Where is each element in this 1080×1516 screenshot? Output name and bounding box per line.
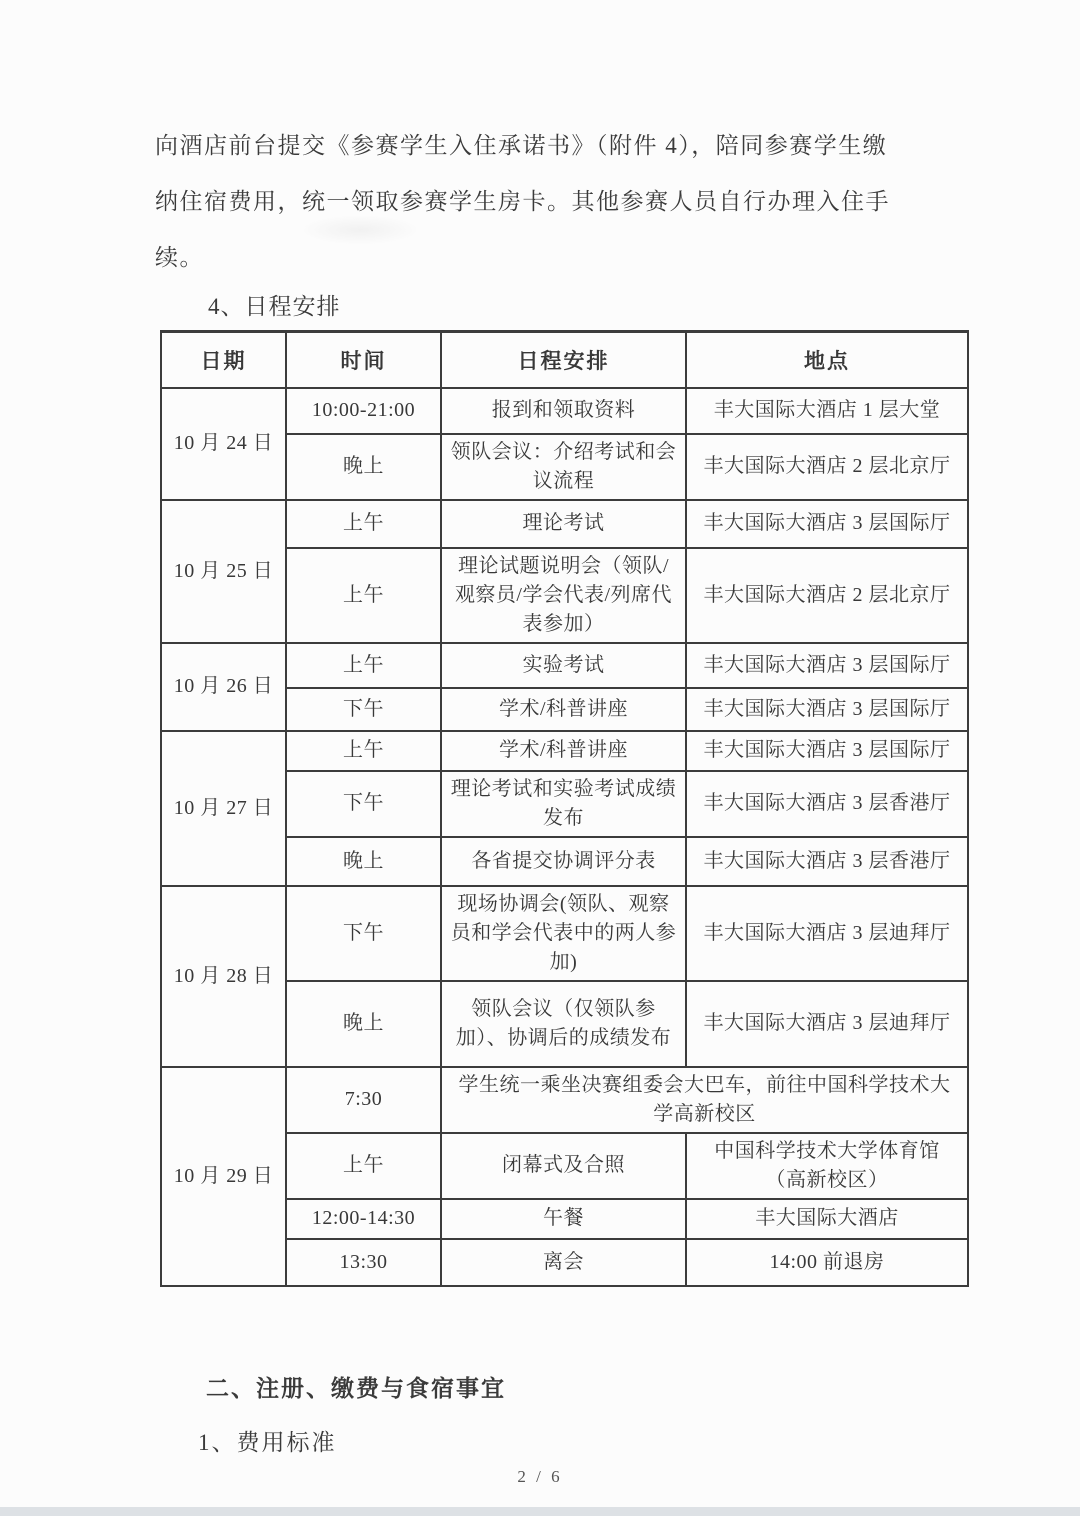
schedule-cell: 理论考试: [441, 500, 686, 548]
scan-edge: [0, 1507, 1080, 1516]
intro-line: 向酒店前台提交《参赛学生入住承诺书》（附件 4），陪同参赛学生缴: [155, 133, 888, 158]
date-cell: 10 月 29 日: [161, 1067, 286, 1286]
time-cell: 上午: [286, 731, 441, 771]
time-cell: 上午: [286, 643, 441, 688]
location-cell: 丰大国际大酒店 3 层国际厅: [686, 731, 968, 771]
schedule-table: [160, 330, 969, 1287]
fee-subsection-heading: 1、费用标准: [198, 1429, 337, 1455]
time-cell: 晚上: [286, 981, 441, 1067]
time-cell: 下午: [286, 688, 441, 731]
location-cell: 丰大国际大酒店 2 层北京厅: [686, 434, 968, 500]
intro-line: 续。: [155, 245, 204, 270]
time-cell: 上午: [286, 548, 441, 643]
schedule-cell: 离会: [441, 1239, 686, 1286]
location-cell: 丰大国际大酒店 3 层迪拜厅: [686, 981, 968, 1067]
location-cell: 丰大国际大酒店 2 层北京厅: [686, 548, 968, 643]
date-cell: 10 月 26 日: [161, 643, 286, 731]
schedule-cell: 理论考试和实验考试成绩发布: [441, 771, 686, 837]
date-cell: 10 月 24 日: [161, 388, 286, 500]
column-header-time: 时间: [286, 332, 441, 388]
table-row: [161, 643, 968, 688]
time-cell: 上午: [286, 1133, 441, 1199]
schedule-cell: 现场协调会(领队、观察员和学会代表中的两人参加): [441, 886, 686, 981]
registration-section-heading: 二、注册、缴费与食宿事宜: [206, 1375, 506, 1401]
time-cell: 上午: [286, 500, 441, 548]
time-cell: 10:00-21:00: [286, 388, 441, 434]
date-cell: 10 月 25 日: [161, 500, 286, 643]
time-cell: 12:00-14:30: [286, 1199, 441, 1239]
column-header-schedule: 日程安排: [441, 332, 686, 388]
location-cell: 丰大国际大酒店 3 层迪拜厅: [686, 886, 968, 981]
time-cell: 13:30: [286, 1239, 441, 1286]
schedule-section-heading: 4、日程安排: [208, 294, 341, 319]
scan-artifact: [300, 215, 420, 245]
column-header-date: 日期: [161, 332, 286, 388]
schedule-cell: 各省提交协调评分表: [441, 837, 686, 886]
schedule-cell: 闭幕式及合照: [441, 1133, 686, 1199]
location-cell: 丰大国际大酒店 3 层香港厅: [686, 837, 968, 886]
location-cell: 丰大国际大酒店 3 层国际厅: [686, 500, 968, 548]
table-row: [161, 388, 968, 434]
intro-line: 纳住宿费用，统一领取参赛学生房卡。其他参赛人员自行办理入住手: [155, 189, 890, 214]
location-cell: 丰大国际大酒店 1 层大堂: [686, 388, 968, 434]
table-header-row: [161, 332, 968, 388]
table-row: [161, 731, 968, 771]
date-cell: 10 月 28 日: [161, 886, 286, 1067]
time-cell: 下午: [286, 886, 441, 981]
time-cell: 晚上: [286, 837, 441, 886]
column-header-location: 地点: [686, 332, 968, 388]
schedule-cell: 领队会议（仅领队参加）、协调后的成绩发布: [441, 981, 686, 1067]
schedule-cell: 学术/科普讲座: [441, 688, 686, 731]
schedule-cell: 午餐: [441, 1199, 686, 1239]
schedule-cell-merged: 学生统一乘坐决赛组委会大巴车，前往中国科学技术大学高新校区: [441, 1067, 968, 1133]
location-cell: 丰大国际大酒店 3 层香港厅: [686, 771, 968, 837]
location-cell: 丰大国际大酒店 3 层国际厅: [686, 688, 968, 731]
schedule-cell: 实验考试: [441, 643, 686, 688]
schedule-cell: 学术/科普讲座: [441, 731, 686, 771]
location-cell: 14:00 前退房: [686, 1239, 968, 1286]
location-cell: 丰大国际大酒店 3 层国际厅: [686, 643, 968, 688]
table-row: [161, 886, 968, 981]
location-cell: 中国科学技术大学体育馆（高新校区）: [686, 1133, 968, 1199]
table-row: [161, 500, 968, 548]
date-cell: 10 月 27 日: [161, 731, 286, 886]
table-row: [161, 1067, 968, 1133]
schedule-cell: 理论试题说明会（领队/观察员/学会代表/列席代表参加）: [441, 548, 686, 643]
time-cell: 下午: [286, 771, 441, 837]
page-number: 2 / 6: [517, 1466, 563, 1486]
time-cell: 7:30: [286, 1067, 441, 1133]
schedule-cell: 领队会议：介绍考试和会议流程: [441, 434, 686, 500]
intro-paragraph: [155, 118, 935, 286]
schedule-cell: 报到和领取资料: [441, 388, 686, 434]
time-cell: 晚上: [286, 434, 441, 500]
location-cell: 丰大国际大酒店: [686, 1199, 968, 1239]
